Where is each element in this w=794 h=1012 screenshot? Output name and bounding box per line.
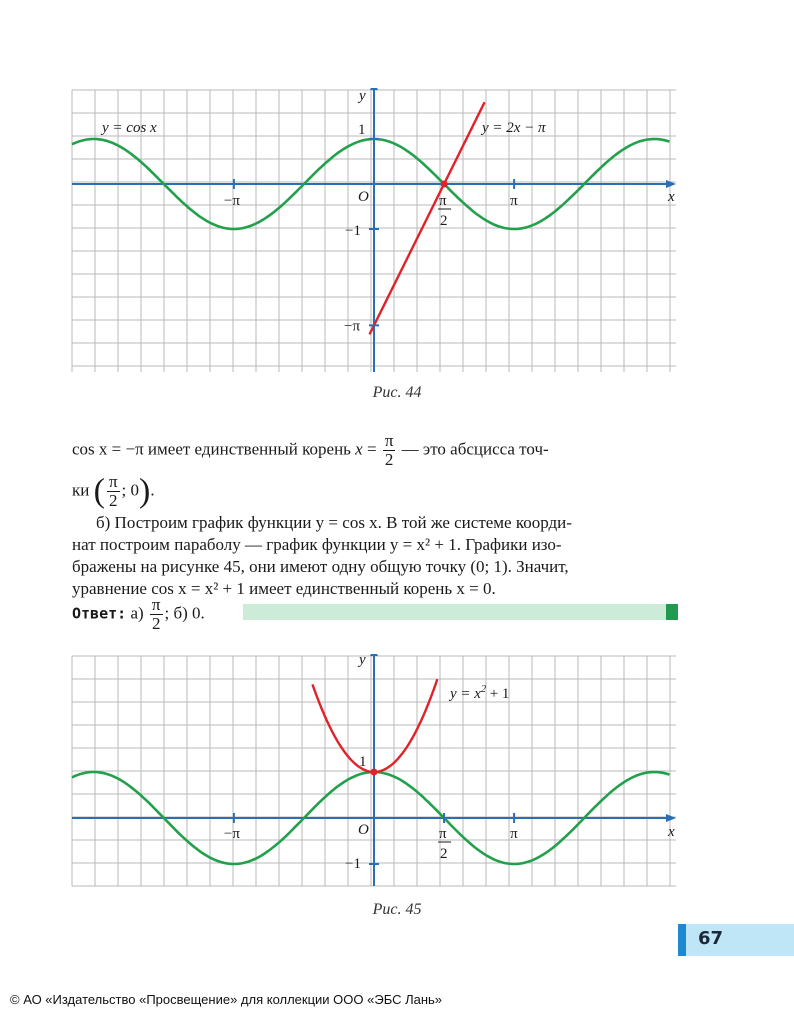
x-axis-arrow — [666, 180, 676, 188]
label-minus-pi: −π — [223, 826, 240, 842]
y-axis-arrow — [370, 654, 378, 656]
label-x-axis: x — [668, 189, 675, 205]
figure-45-caption: Рис. 45 — [372, 901, 422, 918]
p1-text-b: — это абсцисса точ- — [397, 439, 549, 459]
line-2x-minus-pi — [370, 102, 485, 334]
label-y-axis: y — [359, 88, 366, 104]
p1-paren-close: ) — [139, 472, 151, 510]
p2-line1: б) Построим график функции y = cos x. В той же системе коорди- — [96, 513, 572, 532]
figure-45 — [0, 654, 794, 889]
p1-point-tail: ; 0 — [121, 480, 140, 500]
label-y-1: 1 — [358, 122, 366, 138]
label-minus-pi: −π — [223, 193, 240, 209]
label-origin: O — [358, 189, 369, 205]
p1-fraction — [383, 432, 396, 469]
page-number: 67 — [698, 928, 724, 949]
common-point — [371, 769, 378, 776]
p1-fraction-den: 2 — [384, 450, 394, 469]
answer-fraction-den: 2 — [151, 614, 161, 633]
page-number-box — [678, 924, 794, 956]
figure-44 — [0, 88, 794, 373]
answer-fraction — [150, 596, 163, 633]
page-number-stripe — [678, 924, 686, 956]
p1-point-num: π — [108, 472, 118, 491]
paragraph-root-line1 — [72, 432, 678, 469]
p1-text-a: cos x = −π имеет единственный корень — [72, 439, 356, 459]
answer-a: а) — [126, 603, 148, 623]
label-y-1: 1 — [359, 754, 367, 770]
label-parabola: $y = x^2 + 1$ — [450, 684, 510, 702]
p1-x: x — [355, 439, 363, 459]
label-pi: π — [510, 826, 518, 842]
label-y-minus-1: −1 — [345, 856, 361, 872]
label-pi: π — [510, 193, 518, 209]
label-y-minus-1: −1 — [345, 223, 361, 239]
figure-44-plot — [0, 88, 794, 373]
answer-line — [72, 596, 205, 633]
y-axis-arrow — [370, 88, 378, 90]
p1-end: . — [150, 480, 155, 500]
label-origin: O — [358, 822, 369, 838]
p1-eq: = — [362, 439, 381, 459]
label-pi-half-num: π — [439, 193, 447, 209]
paragraph-root-line2 — [72, 473, 678, 510]
p2-line4: уравнение cos x = x² + 1 имеет единственный корень x = 0. — [72, 579, 496, 598]
x-axis-arrow — [666, 814, 676, 822]
answer-label: Ответ: — [72, 604, 127, 623]
paragraph-parabola — [72, 512, 678, 600]
label-x-axis: x — [668, 824, 675, 840]
answer-b: ; б) 0. — [164, 603, 205, 623]
p1-text-c: ки — [72, 480, 94, 500]
p2-line2: нат построим параболу — график функции y = x² + 1. Графики изо- — [72, 535, 562, 554]
copyright-footer: © АО «Издательство «Просвещение» для коллекции ООО «ЭБС Лань» — [10, 992, 443, 1007]
answer-fraction-num: π — [151, 595, 161, 614]
p1-fraction-num: π — [384, 431, 394, 450]
label-pi-half-num: π — [439, 826, 447, 842]
figure-44-caption: Рис. 44 — [372, 384, 422, 401]
intersection-point — [441, 181, 448, 188]
label-y-axis: y — [359, 654, 366, 668]
label-line: y = 2x − π — [482, 120, 546, 136]
paragraph-root — [72, 432, 678, 510]
p2-line3: бражены на рисунке 45, они имеют одну общую точку (0; 1). Значит, — [72, 557, 569, 576]
p1-point-den: 2 — [108, 491, 118, 510]
label-y-minus-pi: −π — [344, 318, 361, 335]
label-pi-half-den: 2 — [440, 846, 448, 862]
answer-end-bar — [243, 604, 666, 620]
p1-point-fraction — [107, 473, 120, 510]
label-cos: y = cos x — [102, 120, 157, 136]
label-pi-half-den: 2 — [440, 213, 448, 229]
p1-paren-open: ( — [93, 472, 105, 510]
answer-end-marker — [666, 604, 678, 620]
figure-45-plot — [0, 654, 794, 889]
